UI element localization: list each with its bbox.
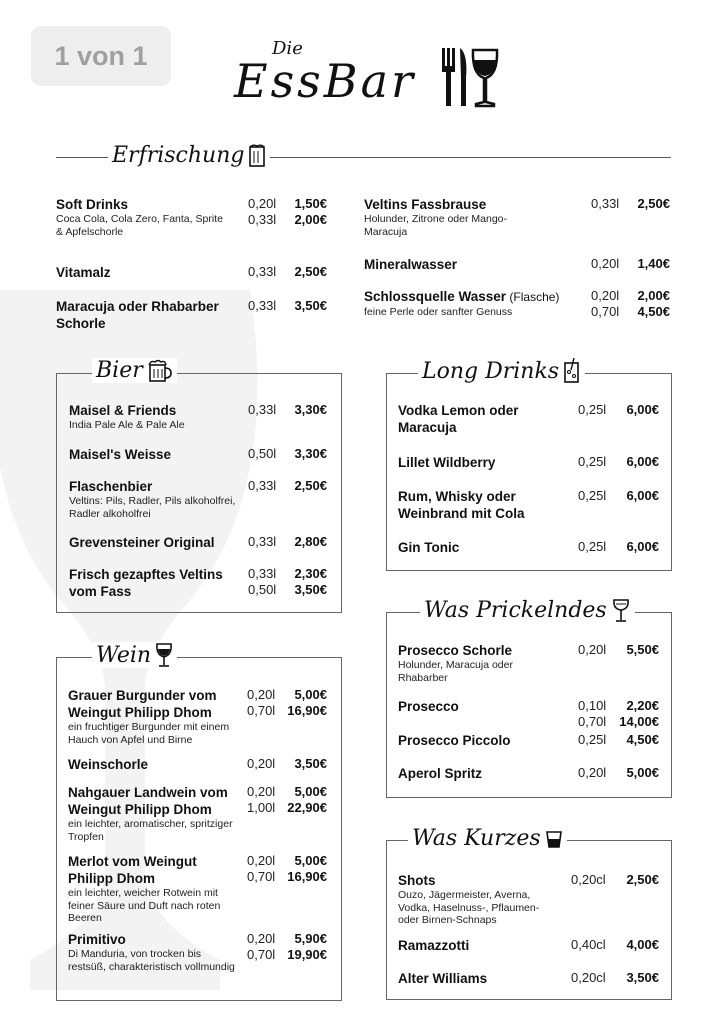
menu-item-price: 1,40€: [637, 256, 670, 271]
menu-item-price: 2,50€: [637, 196, 670, 211]
menu-item: [364, 256, 589, 273]
menu-item-volume: 0,50l: [248, 582, 277, 597]
menu-item-volume: 0,20l: [248, 196, 277, 211]
menu-item: [398, 454, 558, 471]
menu-item-volume: 0,20l: [591, 256, 620, 271]
logo: [230, 38, 500, 118]
menu-item-description: feine Perle oder sanfter Genuss: [364, 306, 513, 318]
menu-item-price: 1,50€: [294, 196, 327, 211]
menu-item-price: 3,50€: [294, 582, 327, 597]
menu-item-price: 2,00€: [637, 288, 670, 303]
menu-item-price: 6,00€: [626, 402, 659, 417]
menu-item-price: 2,80€: [294, 534, 327, 549]
erfrischung-title: Erfrischung: [112, 143, 245, 168]
menu-item-volume: 0,20l: [247, 784, 276, 799]
menu-item-volume: 0,20l: [578, 765, 607, 780]
menu-item-price: 2,20€: [626, 698, 659, 713]
menu-item-volume: 0,20l: [247, 931, 276, 946]
menu-item-name: Prosecco Piccolo: [398, 733, 511, 748]
menu-item: [364, 196, 589, 238]
menu-item-name: Flaschenbier: [69, 479, 153, 494]
menu-item: [56, 196, 241, 238]
menu-item-volume: 0,25l: [578, 539, 607, 554]
menu-item: [68, 784, 240, 843]
menu-item-volume: 0,40cl: [571, 937, 606, 952]
menu-item-price: 2,00€: [294, 212, 327, 227]
menu-item-volume: 0,70l: [578, 714, 607, 729]
prickelndes-heading: [420, 597, 635, 623]
menu-item: [398, 732, 563, 749]
menu-item: [398, 539, 558, 556]
longdrink-glass-icon: [563, 358, 581, 384]
menu-item-volume: 0,50l: [248, 446, 277, 461]
menu-item-volume: 0,10l: [578, 698, 607, 713]
menu-item-volume: 0,25l: [578, 732, 607, 747]
logo-name-text: EssBar: [234, 54, 417, 108]
menu-item: [69, 478, 244, 520]
menu-item: [398, 937, 558, 954]
menu-item-volume: 0,20cl: [571, 872, 606, 887]
menu-item: [69, 534, 244, 551]
menu-item-price: 3,50€: [294, 298, 327, 313]
wine-glass-icon: [155, 642, 173, 668]
menu-item-volume: 0,70l: [247, 703, 276, 718]
menu-item: [68, 756, 240, 773]
menu-item-volume: 0,25l: [578, 402, 607, 417]
menu-item-volume: 0,70l: [247, 947, 276, 962]
menu-item-price: 3,50€: [294, 756, 327, 771]
menu-item-name: Weinschorle: [68, 757, 149, 772]
menu-item-price: 6,00€: [626, 488, 659, 503]
menu-item-volume: 0,70l: [247, 869, 276, 884]
menu-item-volume: 0,20l: [591, 288, 620, 303]
longdrinks-title: Long Drinks: [422, 358, 560, 384]
kurzes-heading: [408, 826, 567, 851]
menu-item-price: 5,00€: [294, 853, 327, 868]
erfrischung-heading: [108, 143, 270, 168]
menu-item: [69, 446, 244, 463]
menu-item-name: Alter Williams: [398, 971, 488, 986]
menu-item-description: Holunder, Zitrone oder Mango-Maracuja: [364, 213, 507, 238]
menu-item-price: 2,50€: [294, 478, 327, 493]
menu-item-name: Vodka Lemon oder Maracuja: [398, 403, 519, 435]
menu-item-volume: 0,33l: [248, 298, 277, 313]
menu-item-price: 5,90€: [294, 931, 327, 946]
champagne-glass-icon: [611, 597, 631, 623]
menu-item-price: 22,90€: [287, 800, 327, 815]
menu-item-name: Ramazzotti: [398, 938, 470, 953]
menu-item-description: Coca Cola, Cola Zero, Fanta, Sprite & Apfelschorle: [56, 213, 223, 238]
menu-item-name: Lillet Wildberry: [398, 455, 496, 470]
prickelndes-title: Was Prickelndes: [424, 597, 607, 623]
menu-item-name: Gin Tonic: [398, 540, 460, 555]
menu-item-description: Di Manduria, von trocken bis restsüß, charakteristisch vollmundig: [68, 948, 235, 973]
menu-item-price: 3,30€: [294, 446, 327, 461]
menu-item-price: 5,00€: [294, 784, 327, 799]
menu-item-name: Maisel & Friends: [69, 403, 177, 418]
menu-item-volume: 0,33l: [248, 566, 277, 581]
menu-item-name: Frisch gezapftes Veltins vom Fass: [69, 567, 223, 599]
menu-item-name: Merlot vom Weingut Philipp Dhom: [68, 854, 197, 886]
menu-item-name: Prosecco: [398, 699, 459, 714]
menu-item-name: Mineralwasser: [364, 257, 458, 272]
shot-glass-icon: [545, 829, 563, 849]
menu-item-volume: 0,25l: [578, 454, 607, 469]
menu-item-price: 16,90€: [287, 703, 327, 718]
menu-item-description: Veltins: Pils, Radler, Pils alkoholfrei, Radler alkoholfrei: [69, 495, 236, 520]
menu-item-description: Ouzo, Jägermeister, Averna, Vodka, Haselnuss-, Pflaumen- oder Birnen-Schnaps: [398, 889, 540, 926]
menu-item-volume: 0,33l: [248, 264, 277, 279]
menu-item: [56, 264, 241, 281]
menu-item-price: 6,00€: [626, 454, 659, 469]
menu-item-price: 6,00€: [626, 539, 659, 554]
menu-item-volume: 0,20l: [247, 687, 276, 702]
menu-item-volume: 0,20cl: [571, 970, 606, 985]
menu-item-volume: 0,33l: [248, 534, 277, 549]
menu-item: [364, 288, 589, 319]
menu-item-name: Veltins Fassbrause: [364, 197, 487, 212]
menu-item-volume: 0,25l: [578, 488, 607, 503]
bier-heading: [92, 358, 177, 383]
menu-item: [398, 402, 558, 436]
menu-item-name: Primitivo: [68, 932, 126, 947]
menu-item: [398, 698, 563, 715]
menu-item-price: 2,50€: [626, 872, 659, 887]
menu-item-name: Rum, Whisky oder Weinbrand mit Cola: [398, 489, 525, 521]
menu-item-price: 2,50€: [294, 264, 327, 279]
menu-item-volume: 0,20l: [247, 853, 276, 868]
menu-item-volume: 0,20l: [247, 756, 276, 771]
menu-item-price: 4,50€: [637, 304, 670, 319]
menu-item-name: Shots: [398, 873, 436, 888]
menu-item-name: Maracuja oder Rhabarber Schorle: [56, 299, 219, 331]
menu-item: [69, 402, 244, 432]
wein-heading: [92, 642, 177, 668]
longdrinks-heading: [418, 358, 585, 384]
menu-item-name: Prosecco Schorle: [398, 643, 513, 658]
menu-item-name: Maisel's Weisse: [69, 447, 172, 462]
menu-item-name: Nahgauer Landwein vom Weingut Philipp Dhom: [68, 785, 228, 817]
menu-item-volume: 0,33l: [248, 212, 277, 227]
menu-item-name-suffix: (Flasche): [506, 290, 560, 304]
menu-item-name: Schlossquelle Wasser (Flasche): [364, 289, 560, 304]
wein-title: Wein: [96, 642, 152, 668]
beer-glass-icon: [248, 144, 266, 168]
menu-item: [56, 298, 241, 332]
menu-item-price: 19,90€: [287, 947, 327, 962]
menu-item-volume: 0,33l: [591, 196, 620, 211]
menu-item: [398, 642, 563, 684]
menu-item: [68, 687, 240, 746]
menu-item-price: 5,50€: [626, 642, 659, 657]
menu-item: [398, 872, 558, 927]
menu-item-price: 5,00€: [294, 687, 327, 702]
menu-item-volume: 0,70l: [591, 304, 620, 319]
kurzes-title: Was Kurzes: [412, 826, 541, 851]
menu-item-description: ein leichter, weicher Rotwein mit feiner Säure und Duft nach roten Beeren: [68, 887, 221, 924]
menu-item-description: ein leichter, aromatischer, spritziger Tropfen: [68, 818, 233, 843]
menu-item-volume: 0,20l: [578, 642, 607, 657]
menu-item-price: 14,00€: [619, 714, 659, 729]
menu-item: [398, 488, 558, 522]
fork-knife-wineglass-icon: [440, 44, 500, 110]
menu-item-price: 4,00€: [626, 937, 659, 952]
menu-item-price: 3,50€: [626, 970, 659, 985]
menu-item-volume: 1,00l: [247, 800, 276, 815]
menu-item: [398, 765, 563, 782]
menu-item-price: 5,00€: [626, 765, 659, 780]
menu-item: [68, 853, 240, 925]
menu-item: [69, 566, 244, 600]
menu-item-volume: 0,33l: [248, 402, 277, 417]
beer-mug-icon: [147, 359, 173, 383]
menu-item-price: 2,30€: [294, 566, 327, 581]
page-indicator: 1 von 1: [31, 26, 171, 86]
menu-item-description: India Pale Ale & Pale Ale: [69, 419, 185, 431]
menu-item-price: 3,30€: [294, 402, 327, 417]
menu-item-name: Grauer Burgunder vom Weingut Philipp Dhom: [68, 688, 217, 720]
menu-item-name: Vitamalz: [56, 265, 111, 280]
menu-item: [398, 970, 558, 987]
menu-item-description: ein fruchtiger Burgunder mit einem Hauch von Apfel und Birne: [68, 721, 230, 746]
menu-item: [68, 931, 240, 973]
menu-item-price: 4,50€: [626, 732, 659, 747]
menu-item-volume: 0,33l: [248, 478, 277, 493]
menu-item-price: 16,90€: [287, 869, 327, 884]
menu-item-name: Soft Drinks: [56, 197, 129, 212]
bier-title: Bier: [96, 358, 143, 383]
menu-item-description: Holunder, Maracuja oder Rhabarber: [398, 659, 513, 684]
menu-item-name: Grevensteiner Original: [69, 535, 215, 550]
logo-die-text: Die: [272, 38, 303, 59]
menu-item-name: Aperol Spritz: [398, 766, 483, 781]
